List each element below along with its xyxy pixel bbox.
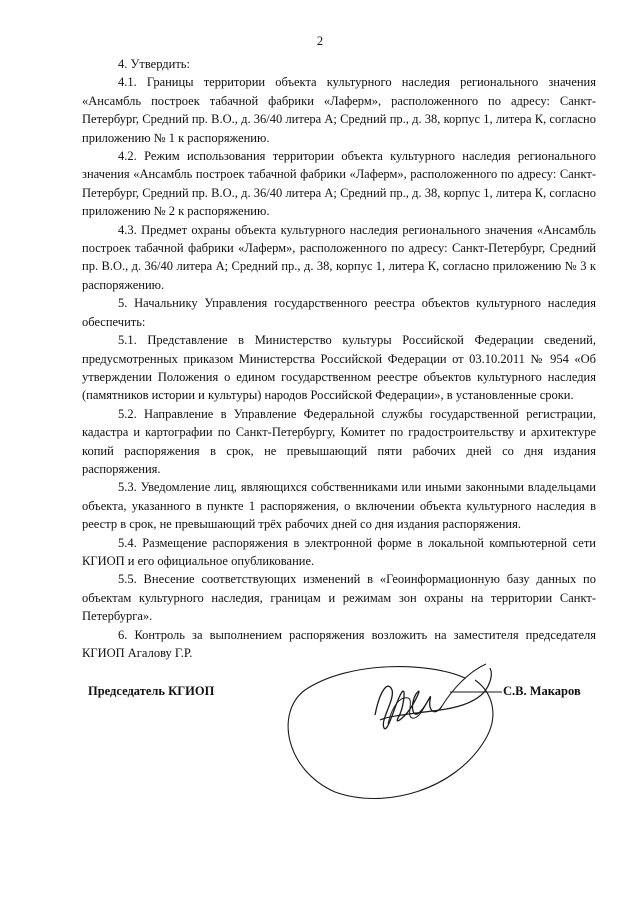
document-body bbox=[82, 55, 596, 662]
paragraph-4-2: 4.2. Режим использования территории объекта культурного наследия регионального значения «Ансамбль построек табачной фабрики «Лаферм», расположенного по адресу: Санкт- Петербург, Средний пр. В.О., д. 36/40 литера А; Средний пр., д. 38, корпус 1, литера К, согласно приложению № 2 к распоряжению. bbox=[82, 149, 596, 219]
paragraph-5-3: 5.3. Уведомление лиц, являющихся собственниками или иными законными владельцами объекта, указанного в пункте 1 распоряжения, о включении объекта культурного наследия в реестр в срок, не превышающий трёх рабочих дней со дня издания распоряжения. bbox=[82, 480, 596, 532]
signature-block bbox=[0, 620, 640, 820]
paragraph-5-2: 5.2. Направление в Управление Федеральной службы государственной регистрации, кадастра и картографии по Санкт-Петербургу, Комитет по градостроительству и архитектуре копий распоряжения в срок, не превышающий пяти рабочих дней со дня издания распоряжения. bbox=[82, 406, 596, 476]
signatory-name: С.В. Макаров bbox=[503, 684, 581, 698]
paragraph-5-1: 5.1. Представление в Министерство культуры Российской Федерации сведений, предусмотренных приказом Министерства Российской Федерации от 03.10.2011 № 954 «Об утверждении Положения о едином государственном реестре объектов культурного наследия (памятников истории и культуры) народов Российской Федерации», в установленные сроки. bbox=[82, 333, 596, 403]
paragraph-6: 6. Контроль за выполнением распоряжения возложить на заместителя председателя КГИОП Агалову Г.Р. bbox=[82, 627, 596, 660]
paragraph-5-4: 5.4. Размещение распоряжения в электронной форме в локальной компьютерной сети КГИОП и его официальное опубликование. bbox=[82, 535, 596, 568]
paragraph-5: 5. Начальнику Управления государственного реестра объектов культурного наследия обеспечить: bbox=[82, 296, 596, 329]
paragraph-4-3: 4.3. Предмет охраны объекта культурного наследия регионального значения «Ансамбль построек табачной фабрики «Лаферм», расположенного по адресу: Санкт-Петербург, Средний пр. В.О., д. 36/40 литера А; Средний пр., д. 38, корпус 1, литера К, согласно приложению № 3 к распоряжению. bbox=[82, 222, 596, 292]
paragraph-4-1: 4.1. Границы территории объекта культурного наследия регионального значения «Ансамбль построек табачной фабрики «Лаферм», расположенного по адресу: Санкт-Петербург, Средний пр. В.О., д. 36/40 литера А; Средний пр., д. 38, корпус 1, литера К, согласно приложению № 1 к распоряжению. bbox=[82, 75, 596, 145]
signatory-position: Председатель КГИОП bbox=[88, 684, 215, 698]
page-number: 2 bbox=[316, 34, 324, 48]
paragraph-4: 4. Утвердить: bbox=[118, 57, 190, 71]
paragraph-5-5: 5.5. Внесение соответствующих изменений в «Геоинформационную базу данных по объектам культурного наследия, границам и режимам зон охраны на территории Санкт-Петербурга». bbox=[82, 572, 596, 624]
handwritten-signature bbox=[280, 620, 520, 810]
